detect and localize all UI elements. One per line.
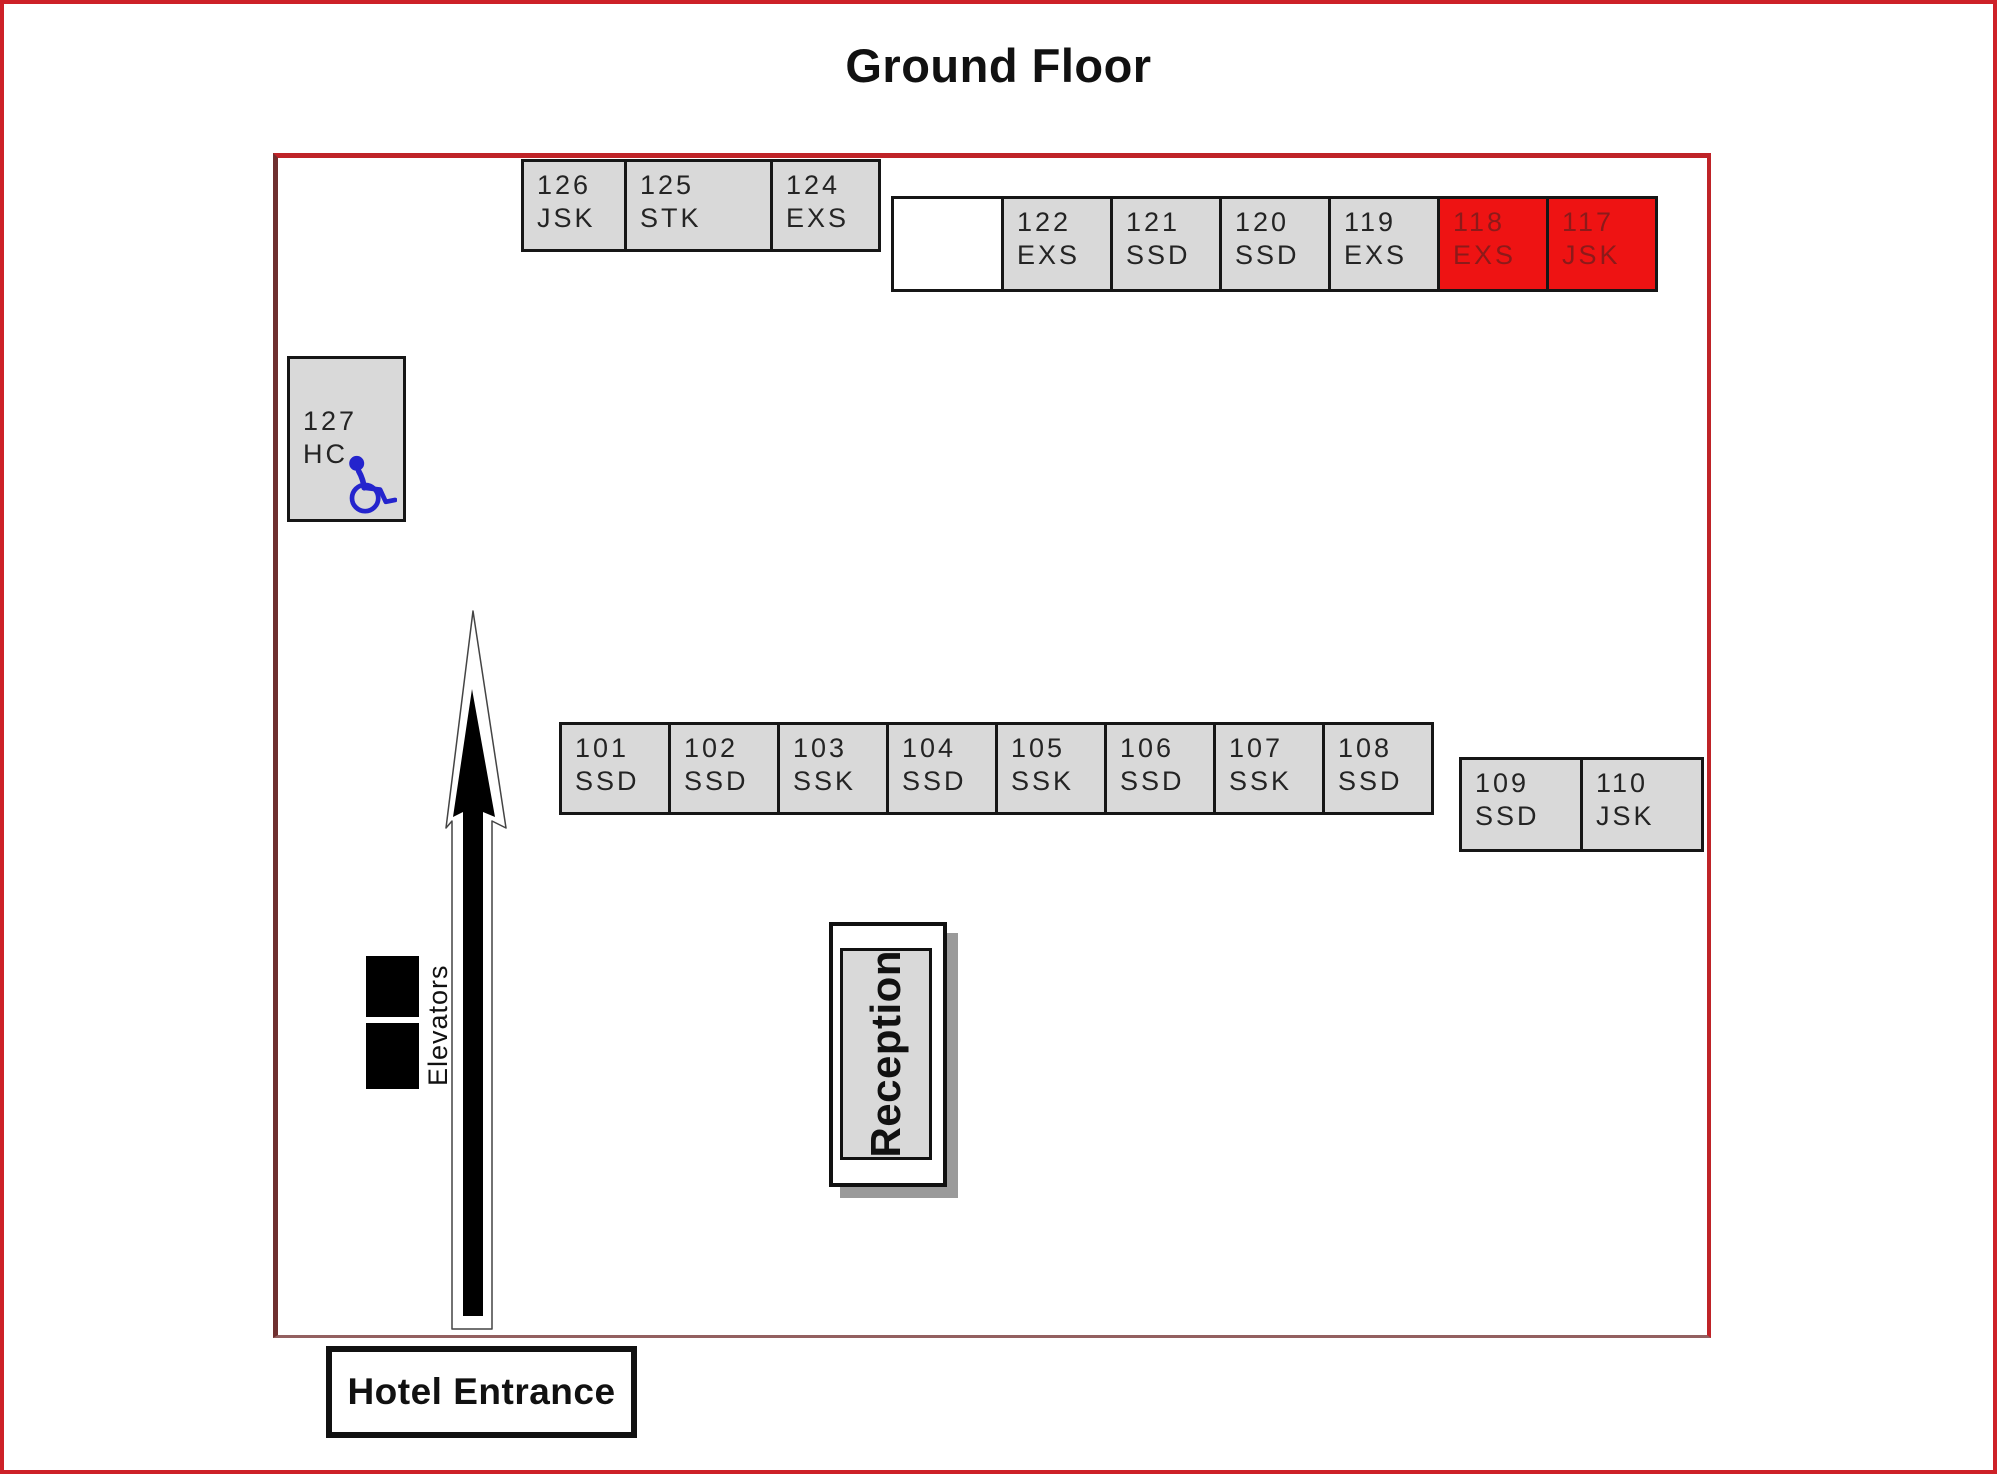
room-row-middle-offset <box>1459 757 1704 852</box>
room-104: 104 SSD <box>886 722 998 815</box>
room-122: 122 EXS <box>1001 196 1113 292</box>
room-108: 108 SSD <box>1322 722 1434 815</box>
elevator-car-1 <box>366 956 419 1017</box>
room-row-top-right <box>1001 196 1658 292</box>
room-row-middle <box>559 722 1434 815</box>
room-126: 126 JSK <box>521 159 627 252</box>
hotel-entrance-label: Hotel Entrance <box>347 1371 616 1412</box>
room-117: 117 JSK <box>1546 196 1658 292</box>
room-120: 120 SSD <box>1219 196 1331 292</box>
elevator-car-2 <box>366 1023 419 1089</box>
wheelchair-icon <box>337 453 397 515</box>
room-118: 118 EXS <box>1437 196 1549 292</box>
room-121: 121 SSD <box>1110 196 1222 292</box>
room-127: 127 HC <box>287 356 406 522</box>
room-106: 106 SSD <box>1104 722 1216 815</box>
room-103: 103 SSK <box>777 722 889 815</box>
page-title: Ground Floor <box>845 39 1152 92</box>
room-110: 110 JSK <box>1580 757 1704 852</box>
elevators-label: Elevators <box>423 964 453 1086</box>
room-row-top-left <box>521 159 881 252</box>
room-109: 109 SSD <box>1459 757 1583 852</box>
up-arrow-icon <box>444 607 510 1334</box>
room-101: 101 SSD <box>559 722 671 815</box>
room-107: 107 SSK <box>1213 722 1325 815</box>
room-119: 119 EXS <box>1328 196 1440 292</box>
room-102: 102 SSD <box>668 722 780 815</box>
hotel-entrance-box <box>326 1346 637 1438</box>
reception-label: Reception <box>862 950 909 1158</box>
room-unlabeled <box>891 196 1004 292</box>
room-105: 105 SSK <box>995 722 1107 815</box>
reception-desk-inner <box>840 948 932 1160</box>
reception-desk <box>829 922 947 1187</box>
room-124: 124 EXS <box>770 159 881 252</box>
room-125: 125 STK <box>624 159 773 252</box>
